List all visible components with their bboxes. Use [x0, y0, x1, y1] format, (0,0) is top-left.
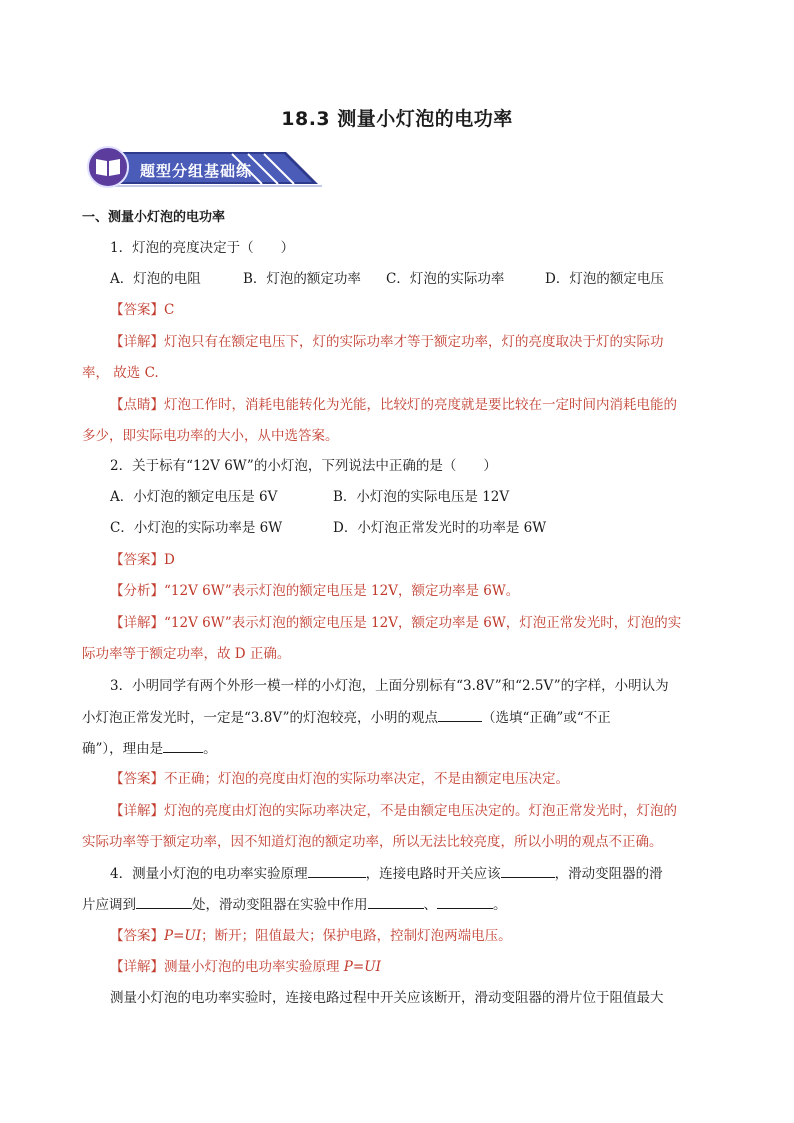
- answer-blank: [368, 894, 424, 909]
- detail-tag: 【详解】: [110, 959, 164, 975]
- detail-line: [110, 957, 381, 977]
- detail-text-cont: 实际功率等于额定功率，因不知道灯泡的额定功率，所以无法比较亮度，所以小明的观点不正确。: [82, 834, 663, 850]
- comment-tag: 【点睛】: [110, 397, 164, 413]
- stem-text: ，滑动变阻器的滑: [554, 866, 663, 882]
- answer-tag: 【答案】: [110, 552, 164, 568]
- answer-blank: [438, 707, 482, 722]
- stem-text: 小灯泡正常发光时，一定是“3.8V”的灯泡较亮，小明的观点: [82, 710, 439, 726]
- detail-formula: P=UI: [343, 959, 381, 975]
- stem-text: 处，滑动变阻器在实验中作用: [192, 897, 368, 913]
- page-title: 18.3 测量小灯泡的电功率: [281, 108, 513, 130]
- stem-text: （选填“正确”或“不正: [482, 710, 611, 726]
- detail-line: [110, 613, 681, 633]
- option-b: B．小灯泡的实际电压是 12V: [333, 489, 510, 505]
- detail-line: [110, 801, 677, 821]
- detail-text: 灯泡的亮度由灯泡的实际功率决定，不是由额定电压决定的。灯泡正常发光时，灯泡的: [164, 803, 677, 819]
- answer-line: [110, 926, 512, 946]
- stem-text: 4．测量小灯泡的电功率实验原理: [110, 866, 308, 882]
- answer-blank: [501, 863, 555, 878]
- section-heading: 一、测量小灯泡的电功率: [82, 210, 226, 225]
- comment-line: [110, 395, 677, 415]
- answer-blank: [136, 894, 192, 909]
- answer-value: C: [164, 302, 175, 318]
- answer-tag: 【答案】: [110, 771, 164, 787]
- question-stem-cont: [82, 707, 611, 728]
- detail-tag: 【详解】: [110, 803, 164, 819]
- question-stem: 1．灯泡的亮度决定于（ ）: [110, 240, 295, 256]
- detail-text: 测量小灯泡的电功率实验原理: [164, 959, 344, 975]
- answer-blank: [308, 863, 366, 878]
- detail-text-cont: 率， 故选 C.: [82, 365, 159, 381]
- answer-tag: 【答案】: [110, 302, 164, 318]
- option-d: D．小灯泡正常发光时的功率是 6W: [333, 520, 547, 536]
- stem-text: 、: [423, 897, 437, 913]
- option-d: D．灯泡的额定电压: [545, 271, 664, 287]
- answer-formula: P=UI: [164, 928, 202, 944]
- answer-line: [110, 550, 175, 570]
- analysis-tag: 【分析】: [110, 583, 164, 599]
- banner-label: 题型分组基础练: [140, 162, 253, 180]
- option-a: A．灯泡的电阻: [110, 271, 201, 287]
- question-stem: 2．关于标有“12V 6W”的小灯泡，下列说法中正确的是（ ）: [110, 458, 497, 474]
- option-b: B．灯泡的额定功率: [243, 271, 361, 287]
- answer-tag: 【答案】: [110, 928, 164, 944]
- comment-text: 灯泡工作时，消耗电能转化为光能，比较灯的亮度就是要比较在一定时间内消耗电能的: [164, 397, 677, 413]
- detail-tag: 【详解】: [110, 615, 164, 631]
- detail-text: “12V 6W”表示灯泡的额定电压是 12V，额定功率是 6W，灯泡正常发光时，灯泡的实: [164, 615, 682, 631]
- question-stem: [110, 863, 663, 884]
- answer-value: 不正确；灯泡的亮度由灯泡的实际功率决定，不是由额定电压决定。: [164, 771, 569, 787]
- stem-text: 片应调到: [82, 897, 136, 913]
- stem-text: ，连接电路时开关应该: [365, 866, 501, 882]
- answer-line: [110, 769, 569, 789]
- stem-text: 。: [493, 897, 507, 913]
- answer-blank: [163, 738, 203, 753]
- detail-line: [110, 332, 664, 352]
- question-stem-cont: [82, 738, 217, 759]
- analysis-text: “12V 6W”表示灯泡的额定电压是 12V，额定功率是 6W。: [164, 583, 520, 599]
- comment-text-cont: 多少，即实际电功率的大小，从中选答案。: [82, 428, 339, 444]
- answer-value: ；断开；阻值最大；保护电路，控制灯泡两端电压。: [201, 928, 512, 944]
- detail-tag: 【详解】: [110, 334, 164, 350]
- option-c: C．小灯泡的实际功率是 6W: [110, 520, 283, 536]
- open-book-icon: [88, 147, 128, 187]
- detail-text: 灯泡只有在额定电压下，灯的实际功率才等于额定功率，灯的亮度取决于灯的实际功: [164, 334, 664, 350]
- stem-text: 。: [203, 741, 217, 757]
- question-stem: 3．小明同学有两个外形一模一样的小灯泡，上面分别标有“3.8V”和“2.5V”的字样，小明认为: [110, 678, 669, 694]
- detail-text-cont: 际功率等于额定功率，故 D 正确。: [82, 646, 291, 662]
- answer-line: [110, 300, 174, 320]
- option-c: C．灯泡的实际功率: [386, 271, 505, 287]
- answer-blank: [437, 894, 493, 909]
- question-stem-cont: [82, 894, 507, 915]
- option-a: A．小灯泡的额定电压是 6V: [110, 489, 278, 505]
- answer-value: D: [164, 552, 175, 568]
- analysis-line: [110, 581, 519, 601]
- stem-text: 确”），理由是: [82, 741, 164, 757]
- detail-text-cont: 测量小灯泡的电功率实验时，连接电路过程中开关应该断开，滑动变阻器的滑片位于阻值最大: [110, 990, 664, 1006]
